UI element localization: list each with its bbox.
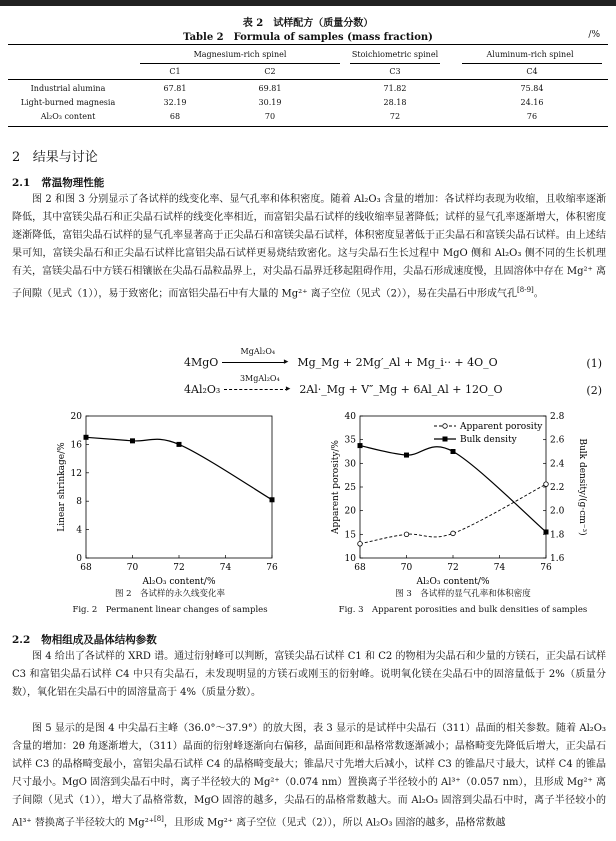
section-title: 结果与讨论 — [32, 150, 98, 165]
porosity-point — [404, 532, 409, 537]
y2-tick-label: 2.6 — [550, 435, 565, 446]
subsection-heading — [12, 175, 104, 190]
fig3-caption-en: Fig. 3 Apparent porosities and bulk densities of samples — [338, 605, 588, 615]
table-cell: 70 — [264, 112, 276, 121]
legend-density-marker — [443, 437, 448, 442]
x-tick-label: 68 — [354, 563, 366, 573]
x-tick-label: 74 — [493, 563, 506, 573]
eq1-rhs: Mg_Mg + 2Mg′_Al + Mg_i·· + 4O_O — [297, 356, 498, 369]
eq1-lhs: 4MgO — [184, 356, 219, 369]
y-tick-label: 4 — [76, 525, 82, 536]
fig3-caption-cn: 图 3 各试样的显气孔率和体积密度 — [395, 589, 531, 599]
subsection-number: 2.1 — [12, 177, 31, 189]
x-tick-label: 68 — [80, 563, 92, 573]
row-label: Al₂O₃ content — [40, 112, 96, 121]
eq2-rhs: 2Al·_Mg + V″_Mg + 6Al_Al + 12O_O — [299, 383, 503, 396]
paragraph-text: 图 2 和图 3 分别显示了各试样的线变化率、显气孔率和体积密度。随着 Al₂O₃ 含量的增加：各试样均表现为收缩，且收缩率逐渐降低，其中富镁尖晶石和正尖晶石试样的线变化率相近，而富铝尖晶石试样的线收缩率显著降低；试样的显气孔率逐渐增大，体积密度逐渐降低，富铝尖晶石试样的显气孔率显著高于正尖晶石和富镁尖晶石试样，体积密度显著低于正尖晶石和富镁尖晶石试样。由上述结果可知，富镁尖晶石和正尖晶石试样比富铝尖晶石试样更易烧结致密化。这与尖晶石生长过程中 MgO 侧和 Al₂O₃ 侧不同的生长机理有关，富镁尖晶石中方镁石相镶嵌在尖晶石晶粒晶界上，对尖晶石晶界迁移起阻碍作用，尖晶石形成速度慢，且固溶体中存在 Mg²⁺ 离子间隙（见式（1）），易于致密化；而富铝尖晶石中有大量的 Mg²⁺ 离子空位（见式（2）），易在尖晶石中形成气孔 — [12, 194, 606, 300]
table-cell: 30.19 — [258, 98, 282, 107]
porosity-point — [544, 482, 549, 487]
citation: [8-9] — [517, 286, 534, 294]
x-axis-label: Al₂O₃ content/% — [142, 577, 216, 587]
col-c2: C2 — [264, 67, 276, 76]
table-unit: /% — [588, 30, 600, 40]
group-header-stoich: Stoichiometric spinel — [351, 50, 439, 59]
plot-frame — [86, 416, 272, 558]
y-axis-label: Apparent porosity/% — [331, 440, 341, 534]
table-cell: 67.81 — [163, 84, 187, 93]
x-axis-label: Al₂O₃ content/% — [416, 577, 490, 587]
paragraph-2-1: 图 2 和图 3 分别显示了各试样的线变化率、显气孔率和体积密度。随着 Al₂O₃ 含量的增加：各试样均表现为收缩，且收缩率逐渐降低，其中富镁尖晶石和正尖晶石试样的线变化率相近，而富铝尖晶石试样的线收缩率显著降低；试样的显气孔率逐渐增大，体积密度逐渐降低，富铝尖晶石试样的显气孔率显著高于正尖晶石和富镁尖晶石试样，体积密度显著低于正尖晶石和富镁尖晶石试样。由上述结果可知，富镁尖晶石和正尖晶石试样比富铝尖晶石试样更易烧结致密化。这与尖晶石生长过程中 MgO 侧和 Al₂O₃ 侧不同的生长机理有关，富镁尖晶石中方镁石相镶嵌在尖晶石晶粒晶界上，对尖晶石晶界迁移起阻碍作用，尖晶石形成速度慢，且固溶体中存在 Mg²⁺ 离子间隙（见式（1）），易于致密化；而富铝尖晶石中有大量的 Mg²⁺ 离子空位（见式（2）），易在尖晶石中形成气孔[8-9]。 — [12, 194, 606, 300]
y2-tick-label: 2.0 — [550, 506, 565, 517]
table-title-cn: 表 2 试样配方（质量分数） — [242, 18, 374, 29]
x-tick-label: 72 — [447, 563, 459, 573]
table-cell: 76 — [526, 112, 538, 121]
data-point — [130, 438, 135, 443]
y-tick-label: 10 — [344, 554, 356, 564]
x-tick-label: 72 — [173, 563, 185, 573]
y-tick-label: 20 — [70, 412, 82, 422]
group-rule-3 — [462, 63, 602, 64]
subsection-heading — [12, 632, 157, 647]
table-cell: 28.18 — [383, 98, 407, 107]
data-point — [84, 435, 89, 440]
x-tick-label: 76 — [540, 563, 552, 573]
eq1-condition: MgAl₂O₄ — [240, 347, 276, 356]
table-title-en: Table 2 Formula of samples (mass fraction) — [183, 32, 433, 43]
y-tick-label: 8 — [76, 497, 82, 508]
eq2-condition: 3MgAl₂O₄ — [239, 374, 280, 383]
y-tick-label: 35 — [344, 435, 356, 446]
y2-tick-label: 1.6 — [550, 554, 565, 564]
group-header-mg: Magnesium-rich spinel — [193, 50, 287, 59]
top-rule — [0, 0, 616, 6]
subsection-title: 常温物理性能 — [41, 177, 105, 189]
col-c4: C4 — [526, 67, 538, 76]
fig2-chart — [52, 408, 288, 588]
porosity-point — [451, 531, 456, 536]
density-point — [358, 443, 363, 448]
table-cell: 68 — [169, 112, 181, 121]
equation-1: 4MgO MgAl₂O₄ ▸ Mg_Mg + 2Mg′_Al + Mg_i·· + 4O_O — [184, 347, 498, 369]
y-tick-label: 0 — [76, 554, 82, 564]
citation: [8] — [154, 815, 164, 823]
table-cell: 69.81 — [258, 84, 282, 93]
y-axis-label: Linear shrinkage/% — [57, 442, 67, 532]
paragraph-text: ，且形成 Mg²⁺ 离子空位（见式（2）），所以 Al₂O₃ 固溶的越多，晶格常数越 — [163, 817, 506, 829]
row-label: Light-burned magnesia — [20, 98, 116, 107]
group-rule-1 — [140, 63, 340, 64]
y2-axis-label: Bulk density/(g·cm⁻³) — [577, 438, 587, 536]
y2-tick-label: 2.2 — [550, 483, 565, 493]
table-cell: 32.19 — [163, 98, 187, 107]
y2-tick-label: 2.4 — [550, 459, 565, 470]
table-cell: 75.84 — [520, 84, 544, 93]
x-tick-label: 70 — [400, 563, 413, 573]
group-header-al: Aluminum-rich spinel — [486, 50, 574, 59]
table-cell: 72 — [389, 112, 401, 121]
section-number: 2 — [12, 150, 21, 165]
eq2-number: (2) — [586, 384, 602, 397]
density-point — [451, 449, 456, 454]
col-c3: C3 — [389, 67, 401, 76]
plot-frame — [360, 416, 546, 558]
porosity-point — [358, 542, 363, 547]
paragraph-2-2-b — [12, 720, 606, 832]
legend-porosity-marker — [443, 424, 448, 429]
fig2-caption-en: Fig. 2 Permanent linear changes of samples — [72, 605, 268, 615]
legend-porosity-label: Apparent porosity — [460, 422, 543, 432]
subsection-number: 2.2 — [12, 634, 31, 646]
subsection-title: 物相组成及晶体结构参数 — [41, 634, 157, 646]
table-top-rule — [8, 44, 608, 45]
x-tick-label: 74 — [219, 563, 232, 573]
y-tick-label: 25 — [344, 483, 356, 493]
density-line — [360, 446, 546, 532]
equation-2: 4Al₂O₃ 3MgAl₂O₄ ▸ 2Al·_Mg + V″_Mg + 6Al_Al + 12O_O — [184, 374, 503, 396]
data-point — [177, 442, 182, 447]
table-cell: 71.82 — [383, 84, 407, 93]
table-bottom-rule — [8, 126, 608, 127]
y-tick-label: 20 — [344, 506, 356, 517]
eq1-number: (1) — [586, 357, 602, 370]
y-tick-label: 12 — [70, 468, 82, 479]
table-cell: 24.16 — [520, 98, 544, 107]
density-point — [544, 529, 549, 534]
y-tick-label: 16 — [70, 440, 82, 451]
y2-tick-label: 2.8 — [550, 412, 565, 422]
fig3-chart — [326, 408, 602, 588]
legend-density-label: Bulk density — [460, 435, 517, 445]
data-point — [270, 497, 275, 502]
fig2-caption-cn: 图 2 各试样的永久线变化率 — [114, 589, 226, 599]
y-tick-label: 40 — [344, 412, 356, 422]
header-rule — [8, 79, 608, 80]
row-label: Industrial alumina — [30, 84, 106, 93]
eq2-lhs: 4Al₂O₃ — [184, 383, 221, 396]
col-c1: C1 — [169, 67, 181, 76]
y-tick-label: 30 — [344, 459, 356, 470]
paragraph-2-2-a: 图 4 给出了各试样的 XRD 谱。通过衍射峰可以判断，富镁尖晶石试样 C1 和 C2 的物相为尖晶石和少量的方镁石，正尖晶石试样 C3 和富铝尖晶石试样 C4 中只有尖晶石，未发现明显的方镁石或刚玉的衍射峰。说明氧化镁在尖晶石中的固溶量低于 2%（质量分数），氧化铝在尖晶石中的固溶量高于 4%（质量分数）。 — [12, 651, 606, 698]
group-rule-2 — [350, 63, 440, 64]
y-tick-label: 15 — [344, 530, 356, 541]
section-heading — [12, 146, 98, 165]
y2-tick-label: 1.8 — [550, 530, 565, 541]
paragraph-text: 图 5 显示的是图 4 中尖晶石主峰（36.0°～37.9°）的放大图，表 3 显示的是试样中尖晶石（311）晶面的相关参数。随着 Al₂O₃ 含量的增加：2θ 角逐渐增大，（311）晶面的衍射峰逐渐向右偏移，晶面间距和晶格常数逐渐减小；晶格畸变先降低后增大，正尖晶石试样 C3 的晶格畸变最小，富铝尖晶石试样 C4 的晶格畸变最大；锥晶尺寸先增大后减小，试样 C3 的锥晶尺寸最大，试样 C4 的锥晶尺寸最小。MgO 固溶到尖晶石中时，离子半径较大的 Mg²⁺（0.074 nm）置换离子半径较小的 Al³⁺（0.057 nm），且形成 Mg²⁺ 离子间隙（见式（1）），增大了晶格常数，MgO 固溶的越多，尖晶石的晶格常数越大。而 Al₂O₃ 固溶到尖晶石中时，离子半径较小的 Al³⁺ 替换离子半径较大的 Mg²⁺ — [12, 723, 606, 829]
density-point — [404, 453, 409, 458]
x-tick-label: 70 — [126, 563, 139, 573]
x-tick-label: 76 — [266, 563, 278, 573]
